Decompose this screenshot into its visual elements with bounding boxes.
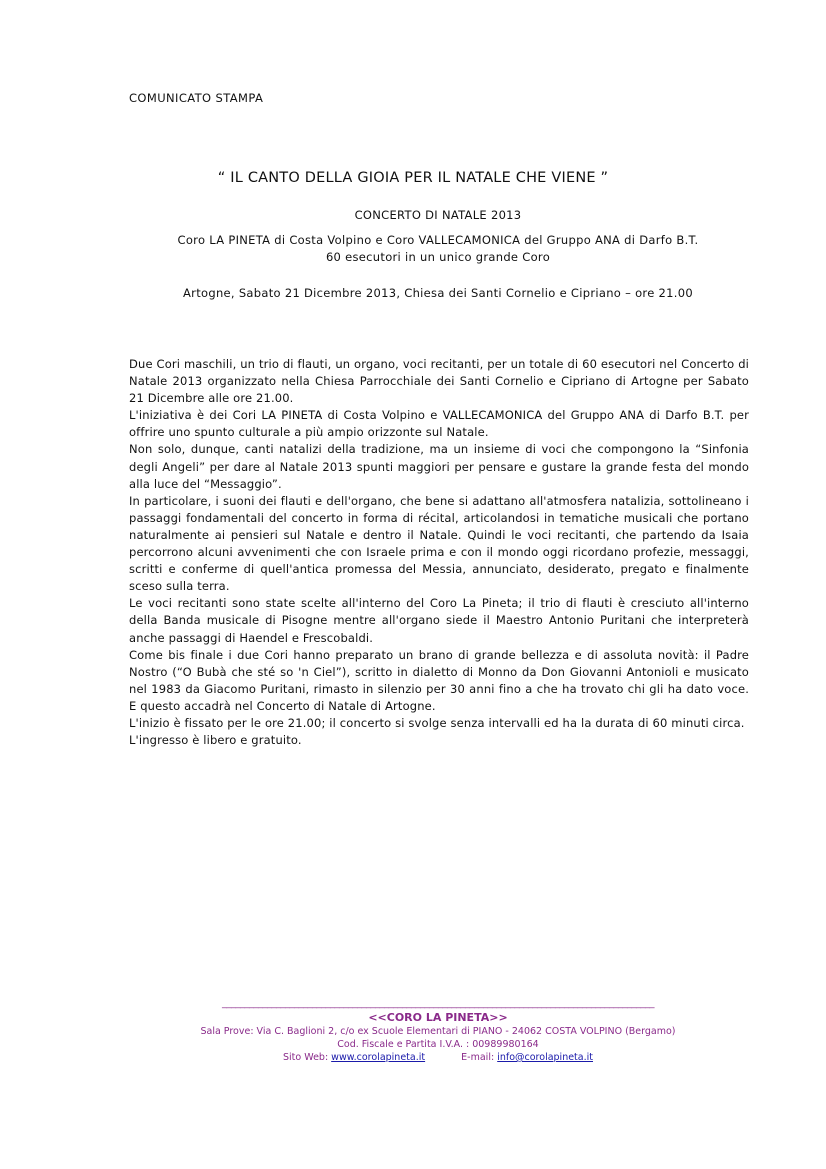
body-paragraph: Non solo, dunque, canti natalizi della tradizione, ma un insieme di voci che compongono la “Sinfonia degli Angeli” per dare al Natale 2013 spunti maggiori per pensare e gustare la grande festa del mondo alla luce del “Messaggio”.: [129, 442, 749, 491]
email-link[interactable]: info@corolapineta.it: [497, 1052, 593, 1063]
concert-subtitle: CONCERTO DI NATALE 2013: [354, 208, 522, 222]
body-paragraph: Le voci recitanti sono state scelte all'interno del Coro La Pineta; il trio di flauti è cresciuto all'interno della Banda musicale di Pisogne mentre all'organo siede il Maestro Antonio Puritani che interpreterà anche passaggi di Haendel e Frescobaldi.: [129, 596, 749, 645]
letterhead-footer: [140, 998, 736, 1064]
document-title: “ IL CANTO DELLA GIOIA PER IL NATALE CHE VIENE ”: [217, 170, 609, 186]
choirs-line-2: 60 esecutori in un unico grande Coro: [325, 250, 551, 264]
web-label: Sito Web:: [283, 1052, 329, 1063]
email-label: E-mail:: [461, 1052, 495, 1063]
footer-tax-code: Cod. Fiscale e Partita I.V.A. : 00989980164: [337, 1039, 539, 1050]
footer-rule: ________________________________________________________________________________________________: [222, 998, 654, 1009]
body-paragraph: L'ingresso è libero e gratuito.: [129, 733, 302, 748]
body-paragraph: L'inizio è fissato per le ore 21.00; il concerto si svolge senza intervalli ed ha la durata di 60 minuti circa.: [129, 715, 745, 730]
body-text: [129, 356, 749, 749]
body-paragraph: In particolare, i suoni dei flauti e dell'organo, che bene si adattano all'atmosfera natalizia, sottolineano i passaggi fondamentali del concerto in forma di récital, articolandosi in tematiche musicali che portano naturalmente ai pensieri sul Natale e dentro il Natale. Quindi le voci recitanti, che partendo da Isaia percorrono alcuni avvenimenti che con Israele prima e con il mondo oggi ricordano profezie, messaggi, scritti e conferme di quell'antica promessa del Messia, annunciato, desiderato, pregato e finalmente sceso sulla terra.: [129, 493, 749, 594]
press-release-label: COMUNICATO STAMPA: [129, 91, 264, 105]
footer-contacts: [140, 1051, 736, 1064]
location-line: Artogne, Sabato 21 Dicembre 2013, Chiesa dei Santi Cornelio e Cipriano – ore 21.00: [183, 286, 693, 300]
footer-address: Sala Prove: Via C. Baglioni 2, c/o ex Scuole Elementari di PIANO - 24062 COSTA VOLPINO (Bergamo): [200, 1026, 676, 1037]
website-link[interactable]: www.corolapineta.it: [331, 1052, 426, 1063]
footer-org-name: <<CORO LA PINETA>>: [368, 1011, 508, 1024]
body-paragraph: Due Cori maschili, un trio di flauti, un organo, voci recitanti, per un totale di 60 esecutori nel Concerto di Natale 2013 organizzato nella Chiesa Parrocchiale dei Santi Cornelio e Cipriano di Artogne per Sabato 21 Dicembre alle ore 21.00.: [129, 357, 749, 406]
body-paragraph: L'iniziativa è dei Cori LA PINETA di Costa Volpino e VALLECAMONICA del Gruppo ANA di Darfo B.T. per offrire uno spunto culturale a più ampio orizzonte sul Natale.: [129, 408, 749, 440]
choirs-line-1: Coro LA PINETA di Costa Volpino e Coro VALLECAMONICA del Gruppo ANA di Darfo B.T.: [177, 233, 699, 247]
body-paragraph: Come bis finale i due Cori hanno preparato un brano di grande bellezza e di assoluta novità: il Padre Nostro (“O Bubà che sté so 'n Ciel”), scritto in dialetto di Monno da Don Giovanni Antonioli e musicato nel 1983 da Giacomo Puritani, rimasto in silenzio per 30 anni fino a che ha trovato chi gli ha dato voce. E questo accadrà nel Concerto di Natale di Artogne.: [129, 647, 749, 713]
